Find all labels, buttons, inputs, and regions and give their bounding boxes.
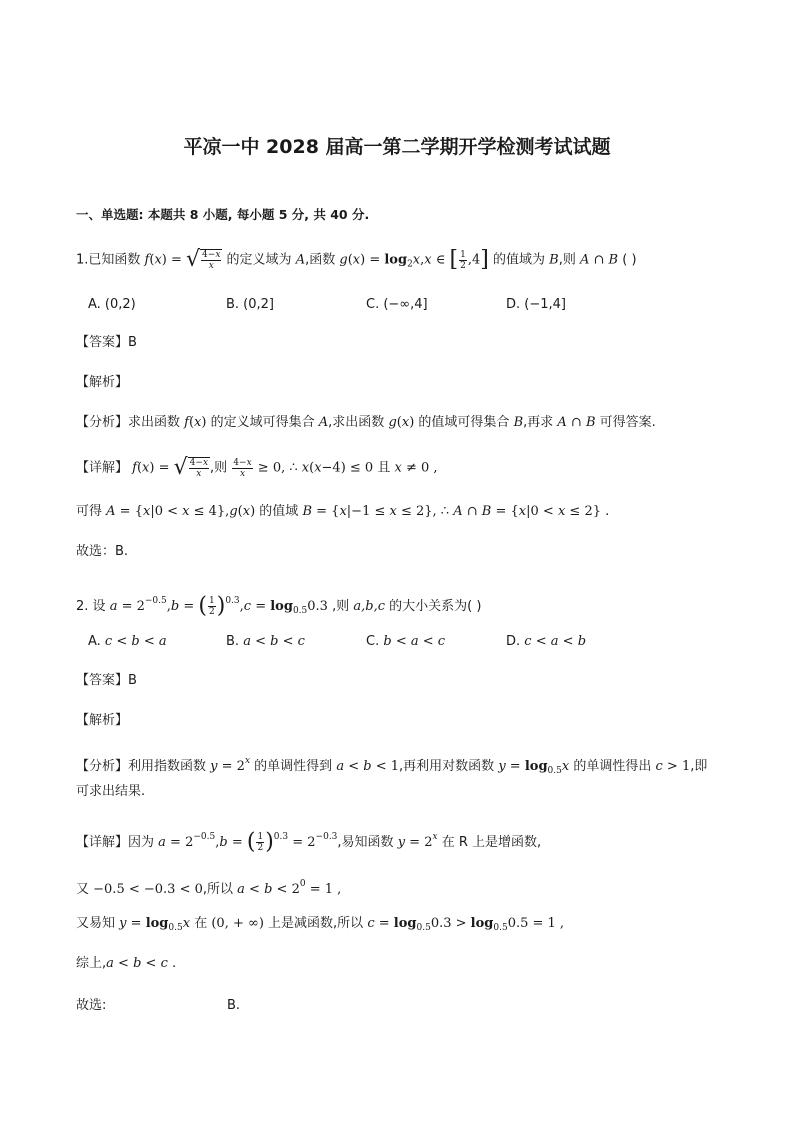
q1-option-c: C. (−∞,4] <box>366 297 428 312</box>
q2-zong: 综上,a < b < c . <box>76 956 177 971</box>
question-2-stem: 2. 设 $a = 2^{-0.5},b$ = ( $\frac{1}{2}$ )$^{0.3},c = \log_{0.5}0.3$ ,则 a,b,c 的大小关系为( ) <box>76 593 482 619</box>
q2-option-d: D. c < a < b <box>506 634 587 649</box>
section-heading: 一、单选题: 本题共 8 小题, 每小题 5 分, 共 40 分. <box>76 207 370 222</box>
q2-fenxi: 【分析】利用指数函数 $y = 2^x$ 的单调性得到 a < b < 1,再利用对数函数 $y = \log_{0.5}x$ 的单调性得出 c > 1,即 <box>76 756 708 776</box>
q2-option-b: B. a < b < c <box>226 634 305 649</box>
q2-you-2: 又易知 $y = \log_{0.5}x$ 在 (0, + ∞) 上是减函数,所以 $c = \log_{0.5}0.3 > \log_{0.5}0.5 = 1$ , <box>76 916 565 933</box>
q1-fenxi: 【分析】求出函数 f(x) 的定义域可得集合 A,求出函数 g(x) 的值域可得集合 B,再求 A ∩ B 可得答案. <box>76 415 656 430</box>
q2-option-c: C. b < a < c <box>366 634 446 649</box>
q1-detail: 【详解】 f(x) = √ $\frac{4-x}{x}$ ,则 $\frac{4-x}{x}$ ≥ 0, ∴ x(x−4) ≤ 0 且 x ≠ 0 , <box>76 455 438 480</box>
q2-fenxi-cont: 可求出结果. <box>76 784 146 799</box>
q1-conclusion: 故选：B. <box>76 544 129 559</box>
q2-choose-label: 故选: <box>76 998 107 1013</box>
q1-option-a: A. (0,2) <box>88 297 136 312</box>
q1-answer: 【答案】B <box>76 335 137 350</box>
q1-detail-line-2: 可得 A = {x|0 < x ≤ 4},g(x) 的值域 B = {x|−1 ≤ x ≤ 2}, ∴ A ∩ B = {x|0 < x ≤ 2} . <box>76 504 610 519</box>
q1-option-b: B. (0,2] <box>226 297 275 312</box>
q2-detail: 【详解】因为 $a = 2^{-0.5},b$ = ( $\frac{1}{2}$ )$^{0.3} = 2^{-0.3}$,易知函数 $y = 2^x$ 在 R 上是增函数, <box>76 829 542 855</box>
q2-option-a: A. c < b < a <box>88 634 167 649</box>
q1-option-d: D. (−1,4] <box>506 297 566 312</box>
q2-answer: 【答案】B <box>76 673 137 688</box>
q2-analysis-label: 【解析】 <box>76 713 129 728</box>
page-title: 平凉一中 2028 届高一第二学期开学检测考试试题 <box>183 136 611 158</box>
q1-analysis-label: 【解析】 <box>76 375 129 390</box>
q2-you: 又 −0.5 < −0.3 < 0,所以 $a < b < 2^0 = 1$ , <box>76 879 342 897</box>
q2-choose-value: B. <box>227 998 241 1013</box>
question-1-stem: 1.已知函数 f(x) = √ $\frac{4-x}{x}$ 的定义域为 A,函数 $g(x) = \log_2x,x$ ∈ [ $\frac{1}{2}$ ,4] 的值域为 B,则 A ∩ B ( ) <box>76 247 637 272</box>
